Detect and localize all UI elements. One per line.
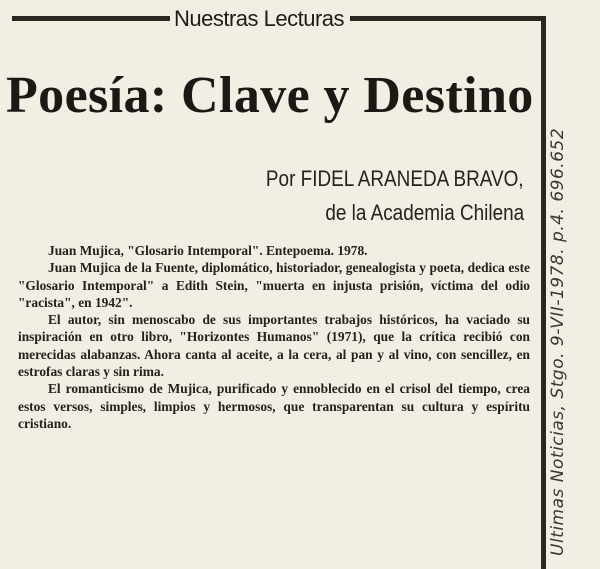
paragraph-dedication: Juan Mujica de la Fuente, diplomático, historiador, genealogista y poeta, dedica este "Glosario Intemporal" a Edith Stein, "muerta en injusta prisión, víctima del odio "racista", en 1942". (18, 260, 530, 310)
frame-rule-right (541, 16, 546, 569)
byline-affiliation: de la Academia Chilena (325, 200, 524, 225)
frame-rule-top-right (350, 16, 546, 21)
section-label: Nuestras Lecturas (174, 6, 345, 31)
paragraph-citation: Juan Mujica, "Glosario Intemporal". Entepoema. 1978. (48, 243, 368, 258)
paragraph-author-works: El autor, sin menoscabo de sus importantes trabajos históricos, ha vaciado su inspiración en otro libro, "Horizontes Humanos" (1971), que la crítica recibió con merecidas alabanzas. Ahora canta al aceite, a la cera, al pan y al vino, con sencillez, en estrofas claras y sin rima. (18, 312, 530, 380)
article-headline: Poesía: Clave y Destino (6, 67, 534, 124)
paragraph-romanticism: El romanticismo de Mujica, purificado y ennoblecido en el crisol del tiempo, crea estos versos, simples, limpios y hermosos, que transparentan su cultura y espíritu cristiano. (18, 381, 530, 431)
frame-rule-top-left (12, 16, 170, 21)
article-body (18, 242, 530, 432)
handwritten-margin-note: Ultimas Noticias, Stgo. 9-VII-1978. p.4. 696.652 (548, 127, 568, 556)
byline-author: Por FIDEL ARANEDA BRAVO, (266, 166, 524, 191)
